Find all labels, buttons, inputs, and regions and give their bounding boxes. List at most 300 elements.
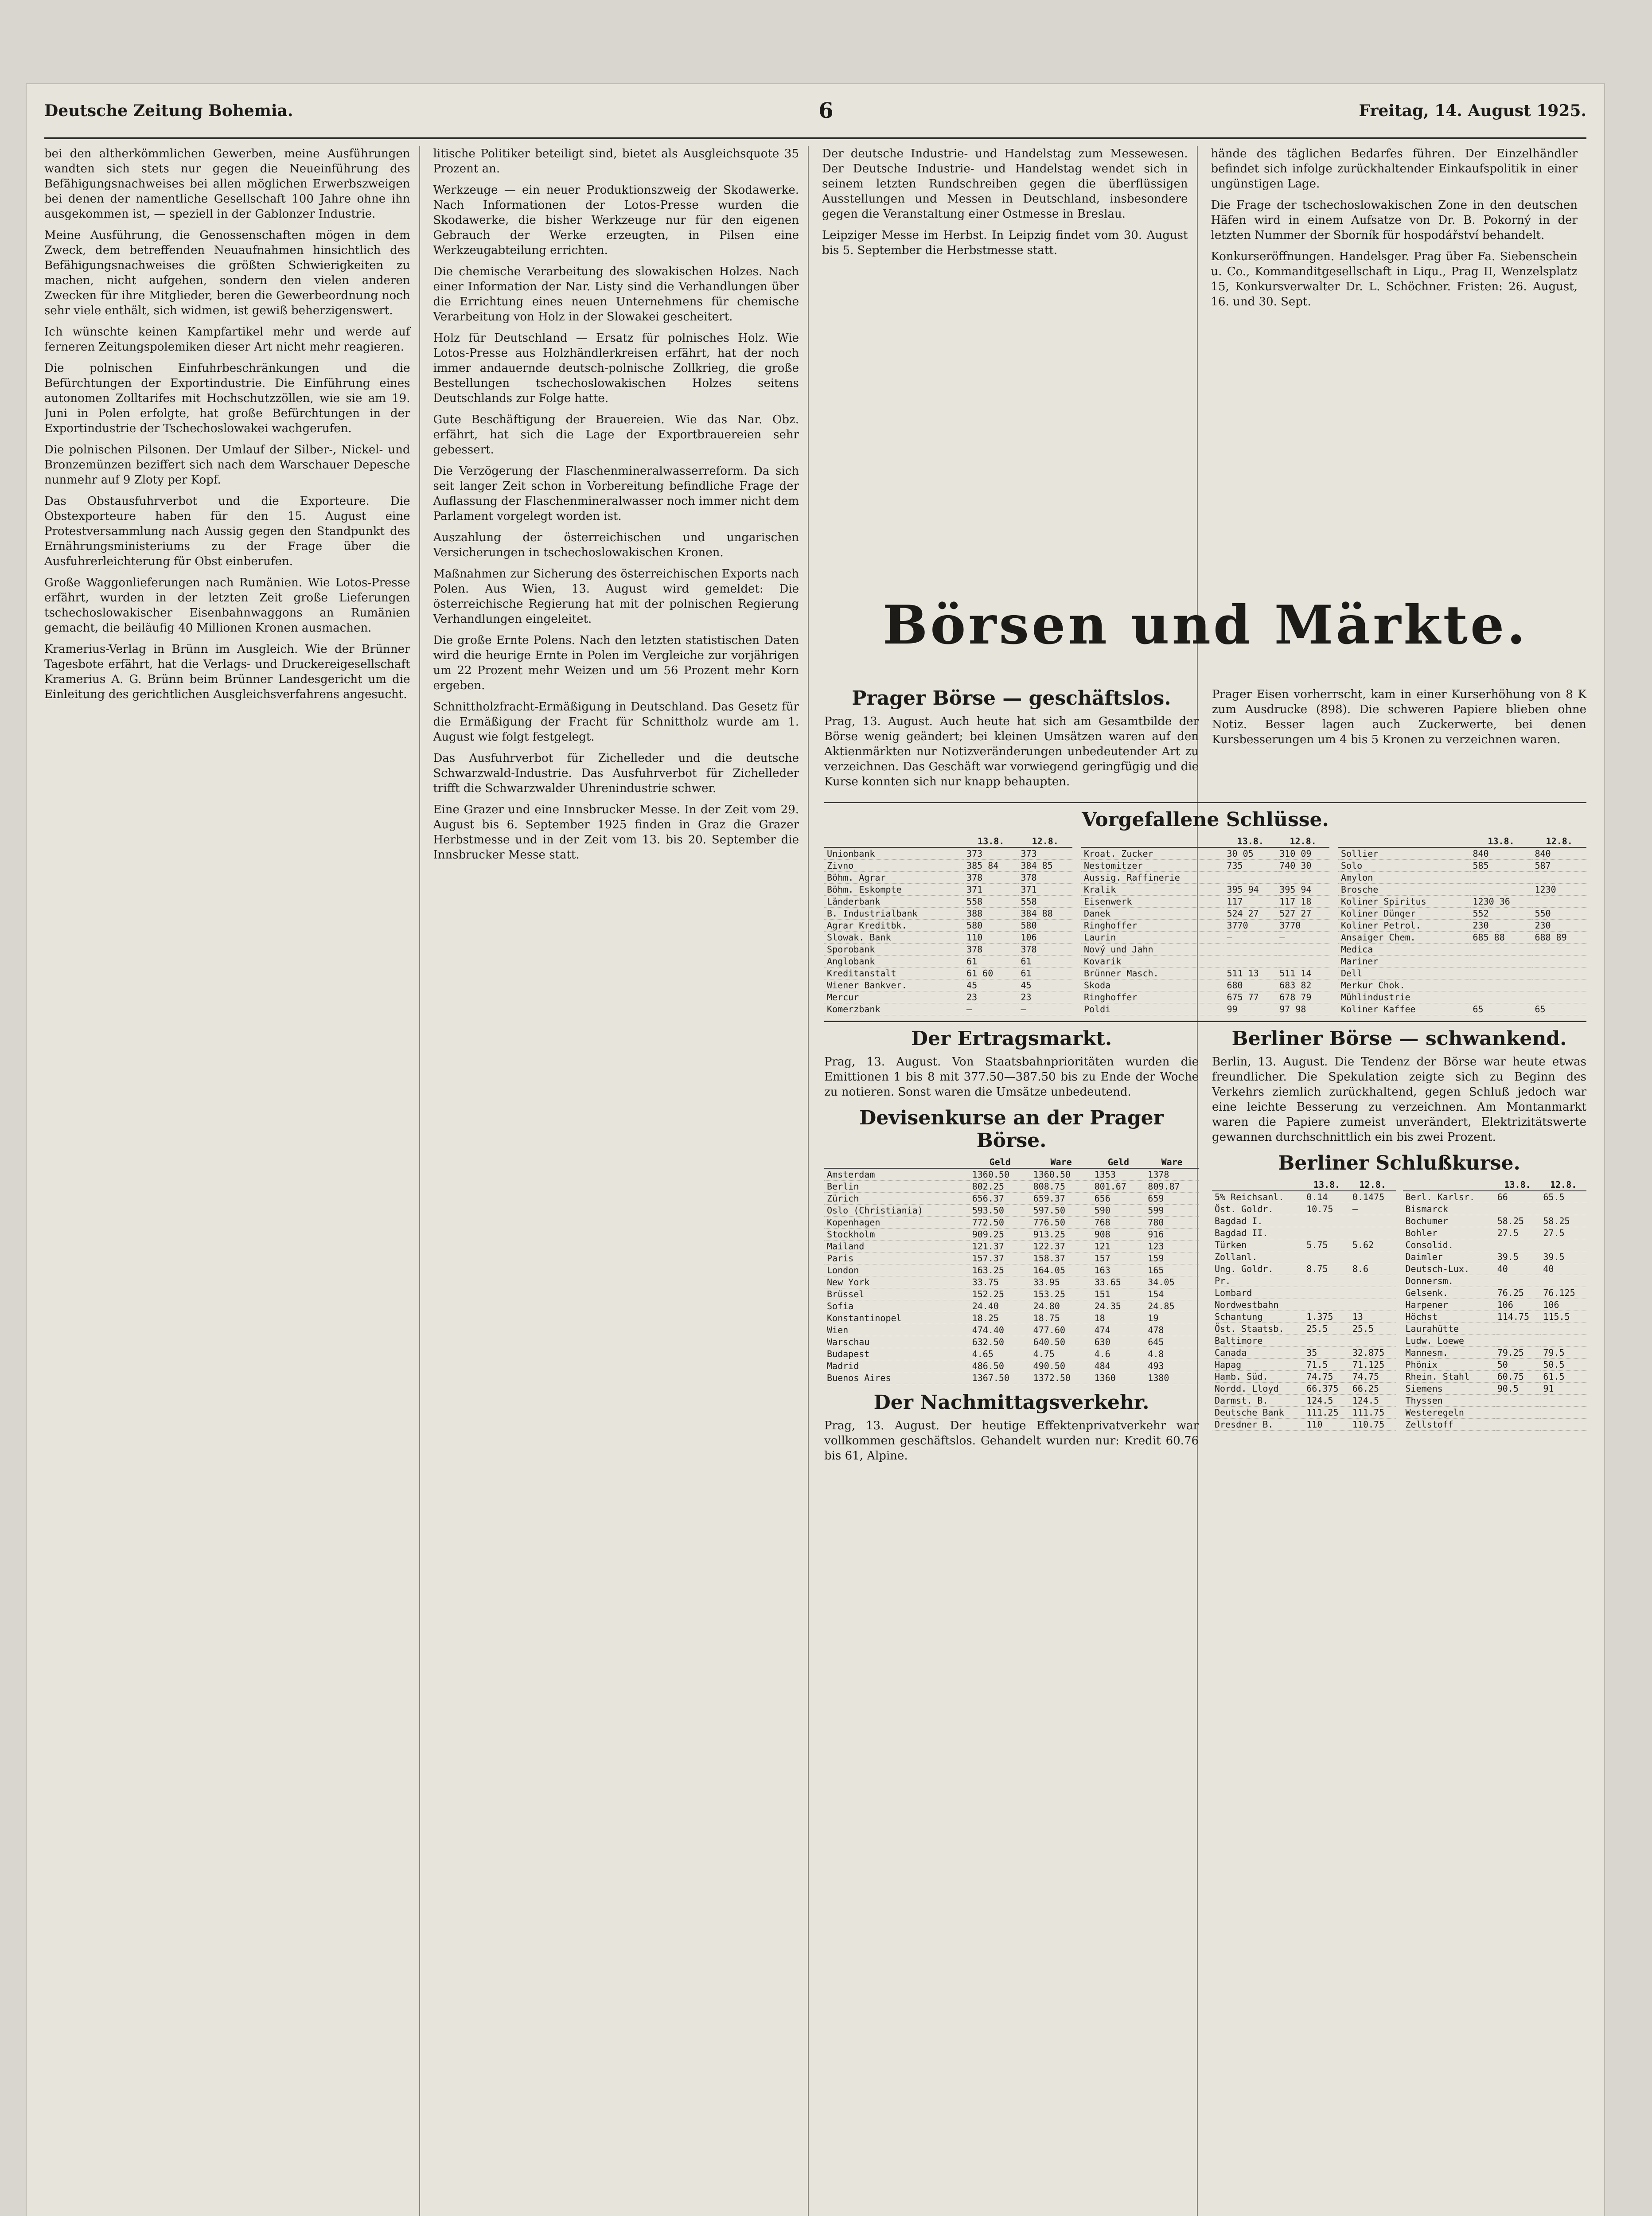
table-row (1403, 1287, 1587, 1299)
table-cell: 587 (1532, 860, 1587, 872)
table-cell (1350, 1287, 1396, 1299)
table-cell (1495, 1419, 1541, 1431)
table-row (1212, 1191, 1396, 1203)
table-cell: 378 (1018, 944, 1073, 956)
table-cell: 645 (1145, 1336, 1199, 1348)
table-header (1403, 1179, 1495, 1191)
table-row (1403, 1263, 1587, 1275)
table-cell: 66 (1495, 1191, 1541, 1203)
table-cell: Donnersm. (1403, 1275, 1495, 1287)
table-cell: 1230 36 (1470, 896, 1532, 908)
table-cell: 558 (964, 896, 1018, 908)
table-cell (1495, 1323, 1541, 1335)
table-cell (1495, 1407, 1541, 1419)
table-cell: Stockholm (824, 1229, 970, 1241)
table-cell: 58.25 (1495, 1215, 1541, 1227)
table-cell (1277, 944, 1329, 956)
table-row (1212, 1419, 1396, 1431)
table-row (824, 872, 1072, 884)
table-cell: Budapest (824, 1348, 970, 1360)
table-cell: Mühlindustrie (1338, 991, 1470, 1003)
table-cell: 10.75 (1304, 1203, 1350, 1215)
table-cell: 909.25 (970, 1229, 1031, 1241)
table-row (1338, 884, 1586, 896)
table-row (1403, 1347, 1587, 1359)
table-cell (1540, 1203, 1586, 1215)
table-cell: 61 (1018, 956, 1073, 968)
table-cell: Nordd. Lloyd (1212, 1383, 1304, 1395)
table-cell: 802.25 (970, 1181, 1031, 1193)
table-cell (1540, 1323, 1586, 1335)
article-paragraph: Die chemische Verarbeitung des slowakischen Holzes. Nach einer Information der Nar. Listy sind die Verhandlungen über die Errichtung eines neuen Unternehmens für chemische Verarbeitung von Holz in der Slowakei gescheitert. (433, 265, 799, 324)
table-row (1338, 956, 1586, 968)
table-row (1212, 1299, 1396, 1311)
table-cell: 65.5 (1540, 1191, 1586, 1203)
table-cell: Medica (1338, 944, 1470, 956)
table-cell: Aussig. Raffinerie (1081, 872, 1224, 884)
table-header: Geld (1092, 1156, 1145, 1168)
table-row (824, 1229, 1199, 1241)
table-cell: 45 (1018, 979, 1073, 991)
table-cell: Brünner Masch. (1081, 968, 1224, 979)
table-row (824, 860, 1072, 872)
table-cell: 157 (1092, 1252, 1145, 1264)
table-cell: 511 14 (1277, 968, 1329, 979)
table-row (824, 1205, 1199, 1217)
table-row (824, 1336, 1199, 1348)
table-cell: 772.50 (970, 1217, 1031, 1229)
table-cell: New York (824, 1276, 970, 1288)
table-cell: 123 (1145, 1241, 1199, 1252)
table-cell: 474.40 (970, 1324, 1031, 1336)
table-cell: Agrar Kreditbk. (824, 920, 964, 932)
table-header: Ware (1031, 1156, 1092, 1168)
table-cell: 74.75 (1304, 1371, 1350, 1383)
table-cell: 61.5 (1540, 1371, 1586, 1383)
table-cell (1532, 896, 1587, 908)
table-header (1212, 1179, 1304, 1191)
table-row (1081, 860, 1329, 872)
masthead: Deutsche Zeitung Bohemia. (44, 101, 293, 120)
table-cell: 385 84 (964, 860, 1018, 872)
table-cell: Laurin (1081, 932, 1224, 944)
table-cell: 740 30 (1277, 860, 1329, 872)
table-cell: Höchst (1403, 1311, 1495, 1323)
table-cell: Mannesm. (1403, 1347, 1495, 1359)
table-cell: Berl. Karlsr. (1403, 1191, 1495, 1203)
table-row (824, 968, 1072, 979)
table-cell: Mariner (1338, 956, 1470, 968)
table-cell (1350, 1227, 1396, 1239)
table-cell: 659.37 (1031, 1193, 1092, 1205)
table-cell: 524 27 (1224, 908, 1277, 920)
article-paragraph: Eine Grazer und eine Innsbrucker Messe. In der Zeit vom 29. August bis 6. September 1925 finden in Graz die Grazer Herbstmesse und in der Zeit vom 13. bis 20. September die Innsbrucker Messe statt. (433, 803, 799, 862)
table-cell (1532, 991, 1587, 1003)
table-row (1403, 1407, 1587, 1419)
table-cell: Bismarck (1403, 1203, 1495, 1215)
table-cell: 40 (1495, 1263, 1541, 1275)
table-header: 12.8. (1540, 1179, 1586, 1191)
table-cell: 106 (1495, 1299, 1541, 1311)
table-cell (1277, 872, 1329, 884)
table-cell (1495, 1335, 1541, 1347)
article-paragraph: Meine Ausführung, die Genossenschaften mögen in dem Zweck, dem betreffenden Neuaufnahmen hinsichtlich des Befähigungsnachweises die größten Schwierigkeiten zu machen, nicht aufgehen, sondern den vielen anderen Zwecken für ihre Mitglieder, beren die Gewerbeordnung noch sehr viele enthält, sich widmen, ist gewiß beherzigenswert. (44, 229, 410, 317)
table-cell (1277, 956, 1329, 968)
table-cell: 39.5 (1495, 1251, 1541, 1263)
table-row (1403, 1371, 1587, 1383)
article-paragraph: Die große Ernte Polens. Nach den letzten statistischen Daten wird die heurige Ernte in Polen im Vergleiche zur vorjährigen um 22 Prozent mehr Weizen und um 56 Prozent mehr Korn ergeben. (433, 634, 799, 692)
table-row (1212, 1239, 1396, 1251)
table-cell: 680 (1224, 979, 1277, 991)
table-cell: 24.35 (1092, 1300, 1145, 1312)
divider (824, 802, 1586, 803)
table-cell: 13 (1350, 1311, 1396, 1323)
table-cell: 597.50 (1031, 1205, 1092, 1217)
table-header: Geld (970, 1156, 1031, 1168)
table-row (1212, 1251, 1396, 1263)
table-cell: 5% Reichsanl. (1212, 1191, 1304, 1203)
divider (824, 1021, 1586, 1022)
table-row (1403, 1251, 1587, 1263)
table-row (824, 956, 1072, 968)
table-cell: 1360.50 (970, 1168, 1031, 1181)
table-cell: Harpener (1403, 1299, 1495, 1311)
table-row (1338, 908, 1586, 920)
table-header: Ware (1145, 1156, 1199, 1168)
table-cell: — (964, 1003, 1018, 1015)
table-row (824, 908, 1072, 920)
prague-exchange-title: Prager Börse — geschäftslos. (852, 687, 1171, 710)
table-cell (1470, 979, 1532, 991)
table-row (1212, 1275, 1396, 1287)
table-cell: 106 (1540, 1299, 1586, 1311)
table-row (1403, 1359, 1587, 1371)
table-cell: 395 94 (1277, 884, 1329, 896)
table-cell: Brüssel (824, 1288, 970, 1300)
table-cell: Oslo (Christiania) (824, 1205, 970, 1217)
table-cell: 122.37 (1031, 1241, 1092, 1252)
table-cell: Dresdner B. (1212, 1419, 1304, 1431)
table-cell: 493 (1145, 1360, 1199, 1372)
table-row (1212, 1215, 1396, 1227)
table-cell: Kopenhagen (824, 1217, 970, 1229)
table-cell: 91 (1540, 1383, 1586, 1395)
table-cell: Hapag (1212, 1359, 1304, 1371)
table-cell (1495, 1395, 1541, 1407)
table-cell: Koliner Petrol. (1338, 920, 1470, 932)
markets-headline: Börsen und Märkte. (882, 594, 1528, 656)
table-row (1403, 1383, 1587, 1395)
table-cell: 33.75 (970, 1276, 1031, 1288)
table-row (824, 1372, 1199, 1384)
table-row (1338, 968, 1586, 979)
table-cell: 106 (1018, 932, 1073, 944)
table-row (1338, 847, 1586, 860)
table-cell: 558 (1018, 896, 1073, 908)
table-cell (1350, 1299, 1396, 1311)
table-cell: 1.375 (1304, 1311, 1350, 1323)
table-row (1403, 1323, 1587, 1335)
table-header: 13.8. (1224, 835, 1277, 847)
table-row (1081, 979, 1329, 991)
table-row (1081, 847, 1329, 860)
table-cell: 373 (964, 847, 1018, 860)
table-cell: 76.25 (1495, 1287, 1541, 1299)
table-cell: 124.5 (1350, 1395, 1396, 1407)
table-cell: Kralik (1081, 884, 1224, 896)
table-cell: Rhein. Stahl (1403, 1371, 1495, 1383)
berlin-close-table-a (1212, 1179, 1396, 1431)
table-cell: Kovarik (1081, 956, 1224, 968)
table-row (1081, 872, 1329, 884)
table-row (1338, 1003, 1586, 1015)
table-cell: 373 (1018, 847, 1073, 860)
table-row (824, 1348, 1199, 1360)
prague-exchange-text-continued: Prager Eisen vorherrscht, kam in einer Kurserhöhung von 8 K zum Ausdrucke (898). Die schweren Papiere blieben ohne Notiz. Besser lagen auch Zuckerwerte, bei denen Kursbesserungen um 4 bis 5 Kronen zu verzeichnen waren. (1212, 688, 1586, 746)
table-cell (1470, 872, 1532, 884)
article-paragraph: Kramerius-Verlag in Brünn im Ausgleich. Wie der Brünner Tagesbote erfährt, hat die Verlags- und Druckereigesellschaft Kramerius A. G. Brünn beim Brünner Landesgericht um die Einleitung des gerichtlichen Ausgleichsverfahrens angesucht. (44, 643, 410, 701)
table-cell (1470, 956, 1532, 968)
table-cell: 164.05 (1031, 1264, 1092, 1276)
table-row (1212, 1287, 1396, 1299)
article-paragraph: Der deutsche Industrie- und Handelstag zum Messewesen. Der Deutsche Industrie- und Handelstag wendet sich in seinem letzten Rundschreiben gegen die überflüssigen Ausstellungen und Messen in Deutschland, insbesondere gegen die Veranstaltung einer Ostmesse in Breslau. (822, 147, 1188, 221)
table-cell: 18.75 (1031, 1312, 1092, 1324)
table-row (1403, 1311, 1587, 1323)
column-2 (433, 146, 809, 2216)
table-row (824, 1288, 1199, 1300)
table-cell: Sporobank (824, 944, 964, 956)
table-cell: 484 (1092, 1360, 1145, 1372)
table-cell: 632.50 (970, 1336, 1031, 1348)
table-cell (1495, 1275, 1541, 1287)
table-cell: 3770 (1224, 920, 1277, 932)
table-cell: 61 60 (964, 968, 1018, 979)
berlin-exchange-title: Berliner Börse — schwankend. (1231, 1027, 1567, 1050)
table-cell: Ringhoffer (1081, 991, 1224, 1003)
table-cell: Skoda (1081, 979, 1224, 991)
table-cell: 39.5 (1540, 1251, 1586, 1263)
table-cell: Amsterdam (824, 1168, 970, 1181)
table-row (1212, 1263, 1396, 1275)
table-cell: 1372.50 (1031, 1372, 1092, 1384)
table-cell: 111.75 (1350, 1407, 1396, 1419)
table-cell: Berlin (824, 1181, 970, 1193)
table-cell: 659 (1145, 1193, 1199, 1205)
table-cell: Nový und Jahn (1081, 944, 1224, 956)
table-cell: 1380 (1145, 1372, 1199, 1384)
table-cell: 117 18 (1277, 896, 1329, 908)
table-row (824, 1312, 1199, 1324)
table-cell: 71.5 (1304, 1359, 1350, 1371)
table-cell: 25.5 (1350, 1323, 1396, 1335)
table-cell: 8.75 (1304, 1263, 1350, 1275)
table-cell: 27.5 (1540, 1227, 1586, 1239)
table-cell: 117 (1224, 896, 1277, 908)
table-cell: 1378 (1145, 1168, 1199, 1181)
table-row (824, 1264, 1199, 1276)
table-row (1403, 1191, 1587, 1203)
table-cell: Nestomitzer (1081, 860, 1224, 872)
table-cell: 23 (1018, 991, 1073, 1003)
table-cell: 99 (1224, 1003, 1277, 1015)
article-paragraph: hände des täglichen Bedarfes führen. Der Einzelhändler befindet sich infolge zurückhaltender Einkaufspolitik in einer ungünstigen Lage. (1211, 147, 1578, 191)
table-cell: Deutsch-Lux. (1403, 1263, 1495, 1275)
table-cell: 157.37 (970, 1252, 1031, 1264)
table-cell: 151 (1092, 1288, 1145, 1300)
table-cell: 74.75 (1350, 1371, 1396, 1383)
table-cell (1470, 944, 1532, 956)
table-cell: 111.25 (1304, 1407, 1350, 1419)
table-row (1212, 1359, 1396, 1371)
table-row (1212, 1227, 1396, 1239)
table-row (1338, 896, 1586, 908)
markets-section (824, 687, 1586, 1471)
article-paragraph: Schnittholzfracht-Ermäßigung in Deutschland. Das Gesetz für die Ermäßigung der Fracht für Schnittholz wurde am 1. August wie folgt festgelegt. (433, 700, 799, 744)
table-cell (1350, 1215, 1396, 1227)
table-cell: 384 85 (1018, 860, 1073, 872)
article-paragraph: Das Obstausfuhrverbot und die Exporteure. Die Obstexporteure haben für den 15. August eine Protestversammlung nach Aussig gegen den Standpunkt des Ernährungsministeriums zu der Frage über die Ausfuhrerleichterung für Obst einberufen. (44, 495, 410, 568)
table-cell: Laurahütte (1403, 1323, 1495, 1335)
table-cell: 310 09 (1277, 847, 1329, 860)
table-cell: 121 (1092, 1241, 1145, 1252)
table-row (824, 896, 1072, 908)
table-cell: 8.6 (1350, 1263, 1396, 1275)
table-row (824, 944, 1072, 956)
table-cell: 25.5 (1304, 1323, 1350, 1335)
table-cell: 27.5 (1495, 1227, 1541, 1239)
table-cell: 395 94 (1224, 884, 1277, 896)
table-cell: 24.80 (1031, 1300, 1092, 1312)
closing-prices-tables (824, 835, 1586, 1015)
table-cell: 683 82 (1277, 979, 1329, 991)
table-cell: Sollier (1338, 847, 1470, 860)
table-row (1081, 884, 1329, 896)
table-row (824, 1181, 1199, 1193)
table-row (1212, 1383, 1396, 1395)
table-cell: 599 (1145, 1205, 1199, 1217)
table-row (824, 1360, 1199, 1372)
table-cell (1540, 1335, 1586, 1347)
table-cell: 61 (1018, 968, 1073, 979)
table-cell (1350, 1251, 1396, 1263)
table-cell: 4.65 (970, 1348, 1031, 1360)
table-cell: 58.25 (1540, 1215, 1586, 1227)
table-cell: Koliner Spiritus (1338, 896, 1470, 908)
table-cell: 110 (1304, 1419, 1350, 1431)
table-cell: 33.95 (1031, 1276, 1092, 1288)
table-cell: 32.875 (1350, 1347, 1396, 1359)
issue-date: Freitag, 14. August 1925. (1359, 101, 1586, 120)
table-row (1338, 872, 1586, 884)
table-row (1081, 908, 1329, 920)
berlin-exchange-text: Berlin, 13. August. Die Tendenz der Börse war heute etwas freundlicher. Die Spekulation zeigte sich zu Beginn des Verkehrs ziemlich zurückhaltend, gegen Schluß jedoch war eine leichte Besserung zu verzeichnen. Am Montanmarkt waren die Papiere zumeist unverändert, Elektrizitätswerte gewannen durchschnittlich ein bis zwei Prozent. (1212, 1055, 1586, 1144)
berlin-close-title: Berliner Schlußkurse. (1278, 1152, 1520, 1174)
table-cell: 801.67 (1092, 1181, 1145, 1193)
newspaper-page (27, 84, 1604, 2216)
table-cell: 5.62 (1350, 1239, 1396, 1251)
table-cell: 630 (1092, 1336, 1145, 1348)
table-cell: Mailand (824, 1241, 970, 1252)
table-header: 13.8. (1495, 1179, 1541, 1191)
table-cell (1532, 979, 1587, 991)
table-cell: 593.50 (970, 1205, 1031, 1217)
table-cell: 33.65 (1092, 1276, 1145, 1288)
table-row (1338, 860, 1586, 872)
article-paragraph: Konkurseröffnungen. Handelsger. Prag über Fa. Siebenschein u. Co., Kommanditgesellschaft in Liqu., Prag II, Wenzelsplatz 15, Konkursverwalter Dr. L. Schöchner. Fristen: 26. August, 16. und 30. Sept. (1211, 250, 1578, 308)
table-cell: 550 (1532, 908, 1587, 920)
table-cell: Siemens (1403, 1383, 1495, 1395)
devisen-table (824, 1156, 1199, 1384)
table-cell: Bagdad II. (1212, 1227, 1304, 1239)
table-row (1081, 920, 1329, 932)
table-row (824, 884, 1072, 896)
table-cell: — (1224, 932, 1277, 944)
table-row (1403, 1215, 1587, 1227)
table-cell (1224, 956, 1277, 968)
table-cell: Bagdad I. (1212, 1215, 1304, 1227)
table-cell: 165 (1145, 1264, 1199, 1276)
table-cell: 23 (964, 991, 1018, 1003)
table-cell: 124.5 (1304, 1395, 1350, 1407)
table-cell: 384 88 (1018, 908, 1073, 920)
ertrag-text: Prag, 13. August. Von Staatsbahnprioritäten wurden die Emittionen 1 bis 8 mit 377.50—387.50 bis zu Ende der Woche zu notieren. Sonst waren die Umsätze unbedeutend. (824, 1055, 1199, 1099)
table-cell (1224, 872, 1277, 884)
table-row (1212, 1407, 1396, 1419)
table-cell (1540, 1419, 1586, 1431)
table-row (824, 1324, 1199, 1336)
table-cell: 230 (1470, 920, 1532, 932)
table-cell: 153.25 (1031, 1288, 1092, 1300)
table-cell (1470, 968, 1532, 979)
table-cell: 913.25 (1031, 1229, 1092, 1241)
table-cell: 478 (1145, 1324, 1199, 1336)
ertrag-title: Der Ertragsmarkt. (911, 1027, 1112, 1050)
table-cell: Warschau (824, 1336, 970, 1348)
table-row (1081, 944, 1329, 956)
article-paragraph: bei den altherkömmlichen Gewerben, meine Ausführungen wandten sich stets nur gegen die Neueinführung des Befähigungsnachweises bei allen möglichen Erwerbszweigen bei denen der namentliche Gesellschaft 100 Jahre ohne ihn ausgekommen ist, — speziell in der Gablonzer Industrie. (44, 147, 410, 221)
table-cell: Eisenwerk (1081, 896, 1224, 908)
table-cell: Deutsche Bank (1212, 1407, 1304, 1419)
article-paragraph: Die Verzögerung der Flaschenmineralwasserreform. Da sich seit langer Zeit schon in Vorbereitung befindliche Frage der Auflassung der Flaschenmineralwasser noch immer nicht dem Parlament vorgelegt worden ist. (433, 464, 799, 523)
table-row (1403, 1275, 1587, 1287)
table-cell: 159 (1145, 1252, 1199, 1264)
table-cell (1304, 1215, 1350, 1227)
table-cell: — (1018, 1003, 1073, 1015)
table-cell: 65 (1470, 1003, 1532, 1015)
table-cell (1540, 1395, 1586, 1407)
table-cell: 809.87 (1145, 1181, 1199, 1193)
article-paragraph: Ich wünschte keinen Kampfartikel mehr und werde auf ferneren Zeitungspolemiken dieser Art nicht mehr reagieren. (44, 325, 410, 354)
table-cell: Poldi (1081, 1003, 1224, 1015)
table-cell (1304, 1227, 1350, 1239)
table-row (1212, 1395, 1396, 1407)
table-cell: 0.14 (1304, 1191, 1350, 1203)
table-row (1212, 1371, 1396, 1383)
table-cell: 4.75 (1031, 1348, 1092, 1360)
table-cell: 780 (1145, 1217, 1199, 1229)
table-cell: Gelsenk. (1403, 1287, 1495, 1299)
table-cell: Mercur (824, 991, 964, 1003)
table-cell: Slowak. Bank (824, 932, 964, 944)
table-cell: 527 27 (1277, 908, 1329, 920)
table-cell: 552 (1470, 908, 1532, 920)
table-cell: 656 (1092, 1193, 1145, 1205)
table-cell: 66.25 (1350, 1383, 1396, 1395)
article-paragraph: Holz für Deutschland — Ersatz für polnisches Holz. Wie Lotos-Presse aus Holzhändlerkreisen erfährt, hat der noch immer andauernde deutsch-polnische Zollkrieg, die große Bestellungen tschechoslowakischen Holzes seitens Deutschlands zur Folge hatte. (433, 332, 799, 405)
table-cell: 474 (1092, 1324, 1145, 1336)
article-paragraph: Die polnischen Einfuhrbeschränkungen und die Befürchtungen der Exportindustrie. Die Einführung eines autonomen Zolltarifes mit Hochschutzzöllen, wie sie am 19. Juni in Polen erfolgte, hat große Befürchtungen in der Exportindustrie der Tschechoslowakei wachgerufen. (44, 362, 410, 435)
table-cell: Madrid (824, 1360, 970, 1372)
